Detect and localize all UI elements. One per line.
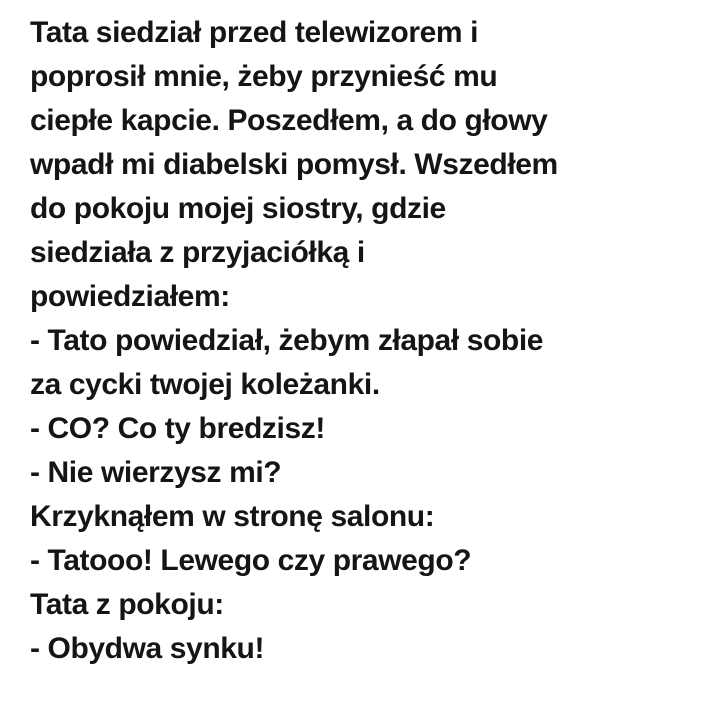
joke-line: - Obydwa synku! xyxy=(30,632,265,665)
joke-line: - CO? Co ty bredzisz! xyxy=(30,412,325,445)
joke-text-block xyxy=(30,11,692,671)
joke-line: ciepłe kapcie. Poszedłem, a do głowy xyxy=(30,104,548,137)
joke-line: Tata z pokoju: xyxy=(30,588,224,621)
joke-line: do pokoju mojej siostry, gdzie xyxy=(30,192,446,225)
joke-line: za cycki twojej koleżanki. xyxy=(30,368,380,401)
joke-line: Tata siedział przed telewizorem i xyxy=(30,16,479,49)
joke-line: - Tato powiedział, żebym złapał sobie xyxy=(30,324,544,357)
joke-line: siedziała z przyjaciółką i xyxy=(30,236,365,269)
joke-line: poprosił mnie, żeby przynieść mu xyxy=(30,60,498,93)
joke-line: - Tatooo! Lewego czy prawego? xyxy=(30,544,472,577)
joke-line: Krzyknąłem w stronę salonu: xyxy=(30,500,435,533)
joke-line: powiedziałem: xyxy=(30,280,230,313)
joke-line: wpadł mi diabelski pomysł. Wszedłem xyxy=(30,148,558,181)
joke-line: - Nie wierzysz mi? xyxy=(30,456,282,489)
